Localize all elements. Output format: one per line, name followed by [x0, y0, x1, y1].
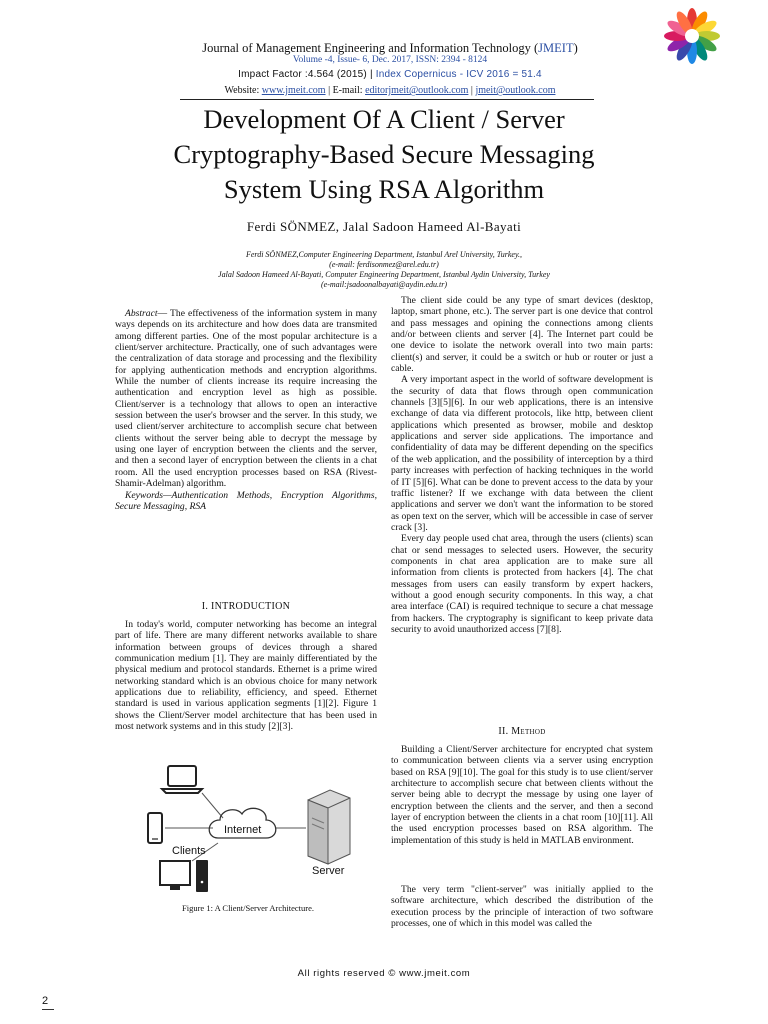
footer-copyright: All rights reserved © www.jmeit.com: [297, 968, 471, 979]
method-text-2: The very term "client-server" was initially applied to the software architecture, which described the distribution of the execution process by the principle of interaction of two software processes, one of which in this model was called the: [391, 884, 653, 930]
introduction-text: In today's world, computer networking has become an integral part of life. There are many different networks available to share information between groups of devices through a shared communication medium [1]. They are mainly differentiated by the physical medium and protocol standards. Ethernet is a prime wired networking standard which is an obvious choice for many network applications due to reliability, efficiency, and speed. Ethernet standard is used in various application segments [1][2]. Figure 1 shows the Client/Server model architecture that has been used in most network systems and in this study [2][3].: [115, 619, 377, 733]
website-line: Website: www.jmeit.com | E-mail: editorjmeit@outlook.com | jmeit@outlook.com: [224, 85, 556, 96]
header-rule: [180, 99, 594, 100]
clients-label: Clients: [172, 845, 206, 857]
affiliation-email-1: (e-mail: ferdisonmez@arel.edu.tr): [329, 260, 439, 269]
affiliation-email-2: (e-mail:jsadoonalbayati@aydin.edu.tr): [320, 280, 447, 289]
section-heading-introduction: I. INTRODUCTION: [201, 601, 291, 612]
method-text-1: Building a Client/Server architecture for encrypted chat system to communication between clients via a server using encryption based on RSA [9][10]. The goal for this study is to use client/server architecture to accomplish secure chat between clients without the server being able to decrypt the message by using one layer of encryption between the clients and the server, and then a second layer of encryption between the clients in a chat room [10][11]. All the used encryption processes based on RSA algorithm. The implementation of this study is held in MATLAB environment.: [391, 744, 653, 846]
page-number-underline: [42, 1009, 54, 1010]
section-heading-method: II. Method: [498, 726, 546, 737]
figure-caption: Figure 1: A Client/Server Architecture.: [182, 903, 314, 913]
client-server-figure: [118, 758, 378, 903]
email-link-2[interactable]: jmeit@outlook.com: [475, 85, 556, 96]
page-number: 2: [42, 995, 49, 1007]
volume-info: Volume -4, Issue- 6, Dec. 2017, ISSN: 2394 - 8124: [292, 55, 488, 65]
server-icon: [308, 790, 350, 864]
right-column-text: [391, 295, 653, 635]
keywords: Keywords—Authentication Methods, Encryption Algorithms, Secure Messaging, RSA: [115, 489, 377, 512]
server-label: Server: [312, 865, 345, 877]
desktop-icon: [160, 860, 208, 892]
laptop-icon: [162, 766, 202, 793]
abstract: Abstract— The effectiveness of the information system in many ways depends on its architecture and how does data are transmited among different parties. One of the most popular architecture is a client/server architecture. Practically, one of such advantages were the centralization of data storage and processing and the flexibility for applying authentication methods and encryption algorithms. While the number of clients increase its require increasing the authentication and encryption level as high as possible. Client/server is a technology that allows to open an interactive session between the user's browser and the server. In this study, we used client/server architecture to accomplish secure chat between clients without the server being able to decrypt the message by using one layer of encryption between the clients and the server, and then a second layer of encryption between the clients in a chat room. All the used encryption processes based on RSA (Rivest-Shamir-Adelman) algorithm. Keywords—Authentication Methods, Encryption Algorithms, Secure Messaging, RSA: [115, 308, 377, 512]
paragraph: Every day people used chat area, through the users (clients) scan chat or send messages to selected users. However, the security components in chat area application are to make sure all information from clients is protected from hackers [4]. The chat messages from users can easily transform by expert hackers, without a good enough security components. In this way, a chat area interface (CAI) is required technique to secure a chat message from hackers. The cryptography is significant to keep private data security to avoid unauthorized access [7][8].: [391, 533, 653, 635]
email-link-1[interactable]: editorjmeit@outlook.com: [365, 85, 469, 96]
paragraph: The client side could be any type of smart devices (desktop, laptop, smart phone, etc.). The server part is one device that control and pass messages and opining the connections among clients and/or between clients and server [4]. The Internet part could be one device to isolate the network overall into two main parts: client(s) and server, it could be a switch or hub or router or just a cable.: [391, 295, 653, 375]
website-link[interactable]: www.jmeit.com: [261, 85, 326, 96]
journal-name: Journal of Management Engineering and Information Technology (JMEIT): [202, 41, 578, 55]
impact-factor: Impact Factor :4.564 (2015) | Index Copernicus - ICV 2016 = 51.4: [238, 69, 542, 80]
paragraph: A very important aspect in the world of software development is the security of data that flows through open communication channels [3][5][6]. In our web applications, there is an intensive exchange of data via different protocols, like http, between client applications which presented as browser, mobile and desktop applications and server side applications. The importance and confidentiality of data may be different depending on the specifics of the web application, and the possibility of interception by a third party increases with perfection of hacking techniques in the world of IT [5][6]. What can be done to prevent access to the data by your traffic listener? If we exchange with data between the client applications and server we don't want the information to be stored as open text on the server, which will be accessible in case of server crack [3].: [391, 374, 653, 533]
phone-icon: [148, 813, 162, 843]
paper-title: Development Of A Client / Server Cryptography-Based Secure Messaging System Using RSA Algorithm: [173, 104, 595, 204]
affiliation-1: Ferdi SÖNMEZ,Computer Engineering Department, Istanbul Arel University, Turkey.,: [245, 250, 523, 259]
affiliation-2: Jalal Sadoon Hameed Al-Bayati, Computer Engineering Department, Istanbul Aydin University, Turkey: [218, 270, 550, 279]
internet-label: Internet: [224, 824, 262, 836]
authors: Ferdi SÖNMEZ, Jalal Sadoon Hameed Al-Bayati: [246, 219, 522, 234]
